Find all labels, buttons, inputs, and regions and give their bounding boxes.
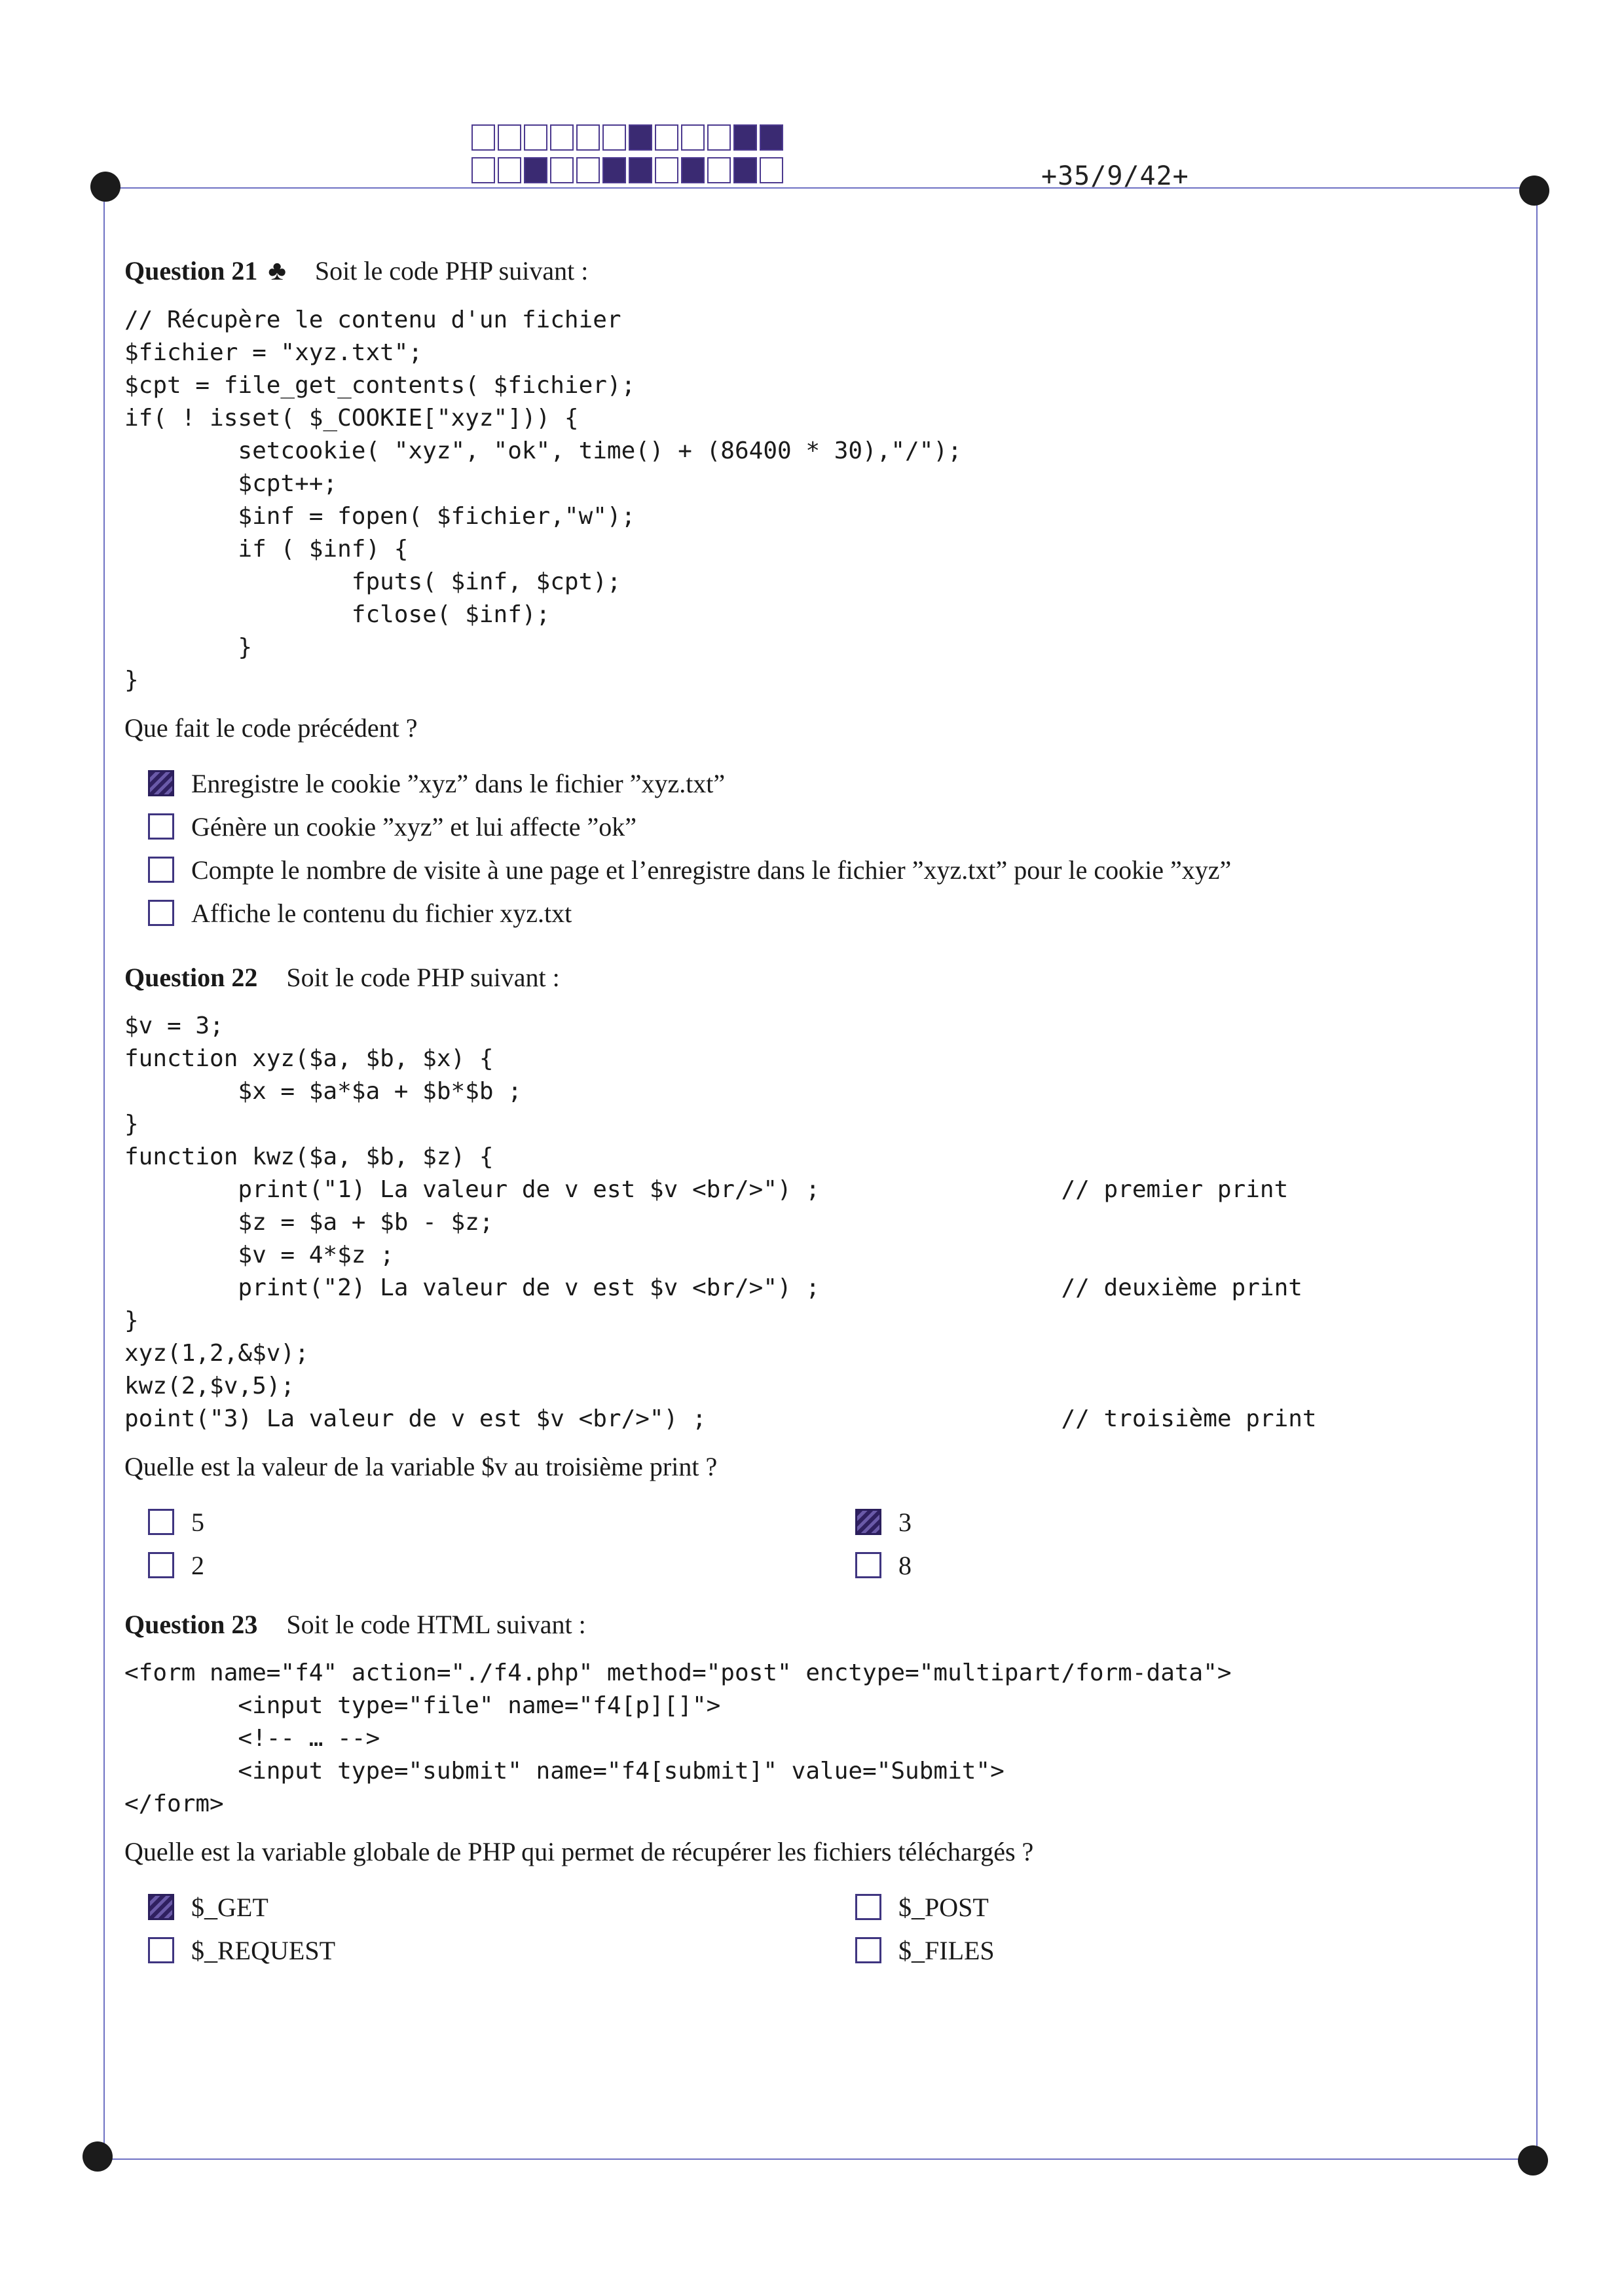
frame-bottom-line bbox=[97, 2158, 1539, 2160]
code-cell-empty bbox=[681, 124, 705, 151]
code-cell-empty bbox=[550, 124, 574, 151]
answer-option[interactable] bbox=[148, 1500, 855, 1544]
code-cell-empty bbox=[576, 124, 600, 151]
code-cell-filled bbox=[733, 157, 757, 183]
question-intro: Soit le code HTML suivant : bbox=[286, 1610, 586, 1639]
answer-label: 2 bbox=[191, 1550, 204, 1580]
code-cell-empty bbox=[707, 157, 731, 183]
code-cell-filled bbox=[681, 157, 705, 183]
frame-top-line bbox=[105, 187, 1538, 189]
checkbox-checked[interactable] bbox=[855, 1509, 881, 1535]
question-number: Question 21 bbox=[124, 256, 258, 286]
code-cell-empty bbox=[471, 124, 495, 151]
question-prompt: Quelle est la valeur de la variable $v au troisième print ? bbox=[124, 1452, 718, 1481]
question-intro: Soit le code PHP suivant : bbox=[314, 256, 589, 286]
code-cell-filled bbox=[733, 124, 757, 151]
checkbox[interactable] bbox=[148, 900, 174, 926]
answer-label: $_FILES bbox=[898, 1935, 995, 1965]
answer-label: Enregistre le cookie ”xyz” dans le fichier ”xyz.txt” bbox=[191, 768, 726, 798]
answer-label: Compte le nombre de visite à une page et l’enregistre dans le fichier ”xyz.txt” pour le cookie ”xyz” bbox=[191, 855, 1232, 885]
checkbox[interactable] bbox=[148, 857, 174, 883]
question-prompt: Que fait le code précédent ? bbox=[124, 713, 418, 743]
answer-label: Affiche le contenu du fichier xyz.txt bbox=[191, 898, 572, 928]
answer-label: Génère un cookie ”xyz” et lui affecte ”ok” bbox=[191, 811, 637, 842]
question-number: Question 23 bbox=[124, 1610, 258, 1639]
checkbox[interactable] bbox=[148, 1937, 174, 1963]
question-22-header bbox=[124, 962, 1500, 993]
answer-option[interactable] bbox=[855, 1929, 1379, 1972]
frame-right-line bbox=[1536, 187, 1538, 2158]
code-cell-filled bbox=[760, 124, 783, 151]
answer-option[interactable] bbox=[855, 1885, 1379, 1929]
page-id: +35/9/42+ bbox=[1041, 161, 1189, 191]
answer-option[interactable] bbox=[148, 1929, 855, 1972]
question-number: Question 22 bbox=[124, 963, 258, 992]
answer-label: $_POST bbox=[898, 1892, 989, 1922]
code-cell-empty bbox=[524, 124, 547, 151]
code-cell-empty bbox=[550, 157, 574, 183]
checkbox[interactable] bbox=[855, 1937, 881, 1963]
answer-option[interactable] bbox=[148, 1544, 855, 1587]
question-21-header bbox=[124, 255, 1500, 287]
code-cell-empty bbox=[576, 157, 600, 183]
php-code-block: // Récupère le contenu d'un fichier $fichier = "xyz.txt"; $cpt = file_get_contents( $fichier); if( ! isset( $_COOKIE["xyz"])) { setcookie( "xyz", "ok", time() + (86400 * 30),"/"); $cpt++; $inf = fopen( $fichier,"w"); if ( $inf) { fputs( $inf, $cpt); fclose( $inf); } } bbox=[124, 306, 962, 694]
answer-grid bbox=[148, 1500, 1500, 1587]
code-cell-filled bbox=[629, 157, 652, 183]
code-cell-filled bbox=[524, 157, 547, 183]
checkbox[interactable] bbox=[855, 1552, 881, 1578]
question-23-header bbox=[124, 1609, 1500, 1640]
answer-label: 5 bbox=[191, 1507, 204, 1537]
answer-option[interactable] bbox=[855, 1544, 1379, 1587]
checkbox-checked[interactable] bbox=[148, 1894, 174, 1920]
corner-mark-top-right bbox=[1519, 176, 1549, 206]
html-code-block: <form name="f4" action="./f4.php" method="post" enctype="multipart/form-data"> <input type="file" name="f4[p][]"> <!-- … --> <input type="submit" name="f4[submit]" value="Submit"> </form> bbox=[124, 1659, 1232, 1817]
checkbox[interactable] bbox=[148, 813, 174, 840]
code-cell-empty bbox=[707, 124, 731, 151]
code-cell-empty bbox=[602, 124, 626, 151]
answer-label: 8 bbox=[898, 1550, 912, 1580]
checkbox-checked[interactable] bbox=[148, 770, 174, 796]
answer-option[interactable] bbox=[148, 848, 1500, 891]
code-cell-filled bbox=[629, 124, 652, 151]
code-cell-empty bbox=[498, 124, 521, 151]
answer-label: 3 bbox=[898, 1507, 912, 1537]
exam-content bbox=[124, 255, 1500, 1972]
answer-option[interactable] bbox=[855, 1500, 1379, 1544]
code-cell-filled bbox=[602, 157, 626, 183]
corner-mark-top-left bbox=[90, 172, 120, 202]
answer-label: $_GET bbox=[191, 1892, 268, 1922]
checkbox[interactable] bbox=[148, 1552, 174, 1578]
checkbox[interactable] bbox=[855, 1894, 881, 1920]
header-code-row bbox=[471, 124, 786, 151]
answer-option[interactable] bbox=[148, 805, 1500, 848]
code-cell-empty bbox=[498, 157, 521, 183]
question-title bbox=[124, 255, 286, 287]
answer-option[interactable] bbox=[148, 762, 1500, 805]
header-binary-code bbox=[471, 124, 786, 185]
corner-mark-bottom-left bbox=[83, 2141, 113, 2172]
corner-mark-bottom-right bbox=[1518, 2145, 1548, 2176]
answer-option[interactable] bbox=[148, 1885, 855, 1929]
php-code-block: $v = 3; function xyz($a, $b, $x) { $x = $a*$a + $b*$b ; } function kwz($a, $b, $z) { print("1) La valeur de v est $v <br/>") ; // premier print $z = $a + $b - $z; $v = 4*$z ; print("2) La valeur de v est $v <br/>") ; // deuxième print } xyz(1,2,&$v); kwz(2,$v,5); point("3) La valeur de v est $v <br/>") ; // troisième print bbox=[124, 1012, 1317, 1432]
checkbox[interactable] bbox=[148, 1509, 174, 1535]
frame-left-line bbox=[103, 187, 105, 2158]
answer-option[interactable] bbox=[148, 891, 1500, 935]
header-code-row bbox=[471, 157, 786, 183]
answer-grid bbox=[148, 1885, 1500, 1972]
question-intro: Soit le code PHP suivant : bbox=[286, 963, 560, 992]
answer-list bbox=[148, 762, 1500, 935]
code-cell-empty bbox=[655, 124, 678, 151]
club-icon: ♣ bbox=[268, 256, 286, 286]
code-cell-empty bbox=[471, 157, 495, 183]
answer-label: $_REQUEST bbox=[191, 1935, 335, 1965]
question-prompt: Quelle est la variable globale de PHP qui permet de récupérer les fichiers téléchargés ? bbox=[124, 1837, 1034, 1866]
code-cell-empty bbox=[760, 157, 783, 183]
code-cell-empty bbox=[655, 157, 678, 183]
